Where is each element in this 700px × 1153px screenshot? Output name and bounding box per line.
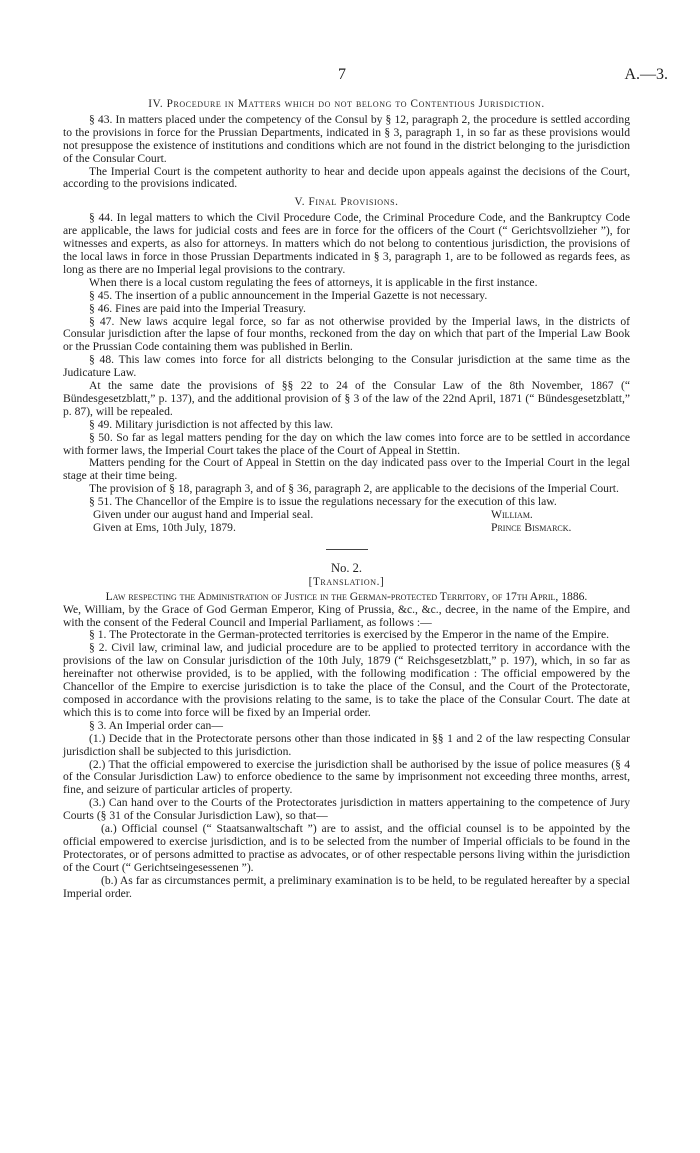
signature-given-lines [93, 509, 313, 535]
paragraph: The Imperial Court is the competent authority to hear and decide upon appeals against the decisions of the Court, according to the provisions indicated. [63, 164, 630, 191]
paragraph: § 46. Fines are paid into the Imperial Treasury. [89, 301, 306, 315]
page-number: 7 [338, 66, 346, 83]
paragraph: § 49. Military jurisdiction is not affected by this law. [89, 417, 334, 431]
section-iv-heading: IV. Procedure in Matters which do not belong to Contentious Jurisdiction. [148, 98, 545, 110]
paragraph: (b.) As far as circumstances permit, a preliminary examination is to be held, to be regulated hereafter by a special Imperial order. [63, 873, 630, 900]
paragraph: The provision of § 18, paragraph 3, and of § 36, paragraph 2, are applicable to the decisions of the Imperial Court. [89, 482, 619, 496]
translation-label: [Translation.] [308, 575, 385, 588]
paragraph: § 48. This law comes into force for all districts belonging to the Consular jurisdiction at the same time as the Judicature Law. [63, 353, 630, 380]
paragraph: § 44. In legal matters to which the Civil Procedure Code, the Criminal Procedure Code, and the Bankruptcy Code are applicable, the laws for judicial costs and fees are in force for the officers of the Court (“ Gerichtsvollzieher ”), for witnesses and experts, as also for attorneys. In matters which do not belong to contentious jurisdiction, the provisions of the local laws in force in those Prussian Departments indicated in § 3, paragraph 1, are to be followed as regards fees, as long as there are no Imperial legal provisions to the contrary. [63, 211, 630, 276]
paragraph: (a.) Official counsel (“ Staatsanwaltschaft ”) are to assist, and the official counsel is to be appointed by the official empowered to exercise jurisdiction, and is to be selected from the number of Imperial officials to be found in the Protectorates, or of persons admitted to practise as advocates, or of other respectable persons living within the jurisdiction of the Court (“ Gerichtseingesessenen ”). [63, 822, 630, 874]
section-v-heading: V. Final Provisions. [294, 196, 399, 209]
law-title: Law respecting the Administration of Justice in the German-protected Territory, of 17th April, 1886. [105, 589, 588, 603]
signature-block [63, 509, 630, 535]
given-at-place: Given at Ems, 10th July, 1879. [93, 521, 236, 534]
paragraph: When there is a local custom regulating the fees of attorneys, it is applicable in the first instance. [89, 275, 538, 289]
paragraph: § 50. So far as legal matters pending for the day on which the law comes into force are to be settled in accordance with former laws, the Imperial Court takes the place of the Court of Appeal in Stettin. [63, 430, 630, 457]
paragraph: § 3. An Imperial order can— [89, 718, 223, 732]
paragraph: § 51. The Chancellor of the Empire is to issue the regulations necessary for the execution of this law. [89, 495, 557, 509]
signer-bismarck: Prince Bismarck. [491, 521, 572, 534]
signatories [491, 509, 606, 535]
preamble: We, William, by the Grace of God German Emperor, King of Prussia, &c., &c., decree, in the name of the Empire, and with the consent of the Federal Council and Imperial Parliament, as follows :— [63, 602, 630, 629]
paragraph: (2.) That the official empowered to exercise the jurisdiction shall be authorised by the issue of police measures (§ 4 of the Consular Jurisdiction Law) to enforce obedience to the same by imprisonment not exceeding three months, arrest, fine, and seizure of particular articles of property. [63, 757, 630, 797]
paragraph: (3.) Can hand over to the Courts of the Protectorates jurisdiction in matters appertaining to the competence of Jury Courts (§ 31 of the Consular Jurisdiction Law), so that— [63, 796, 630, 823]
paragraph: § 47. New laws acquire legal force, so far as not otherwise provided by the Imperial laws, in the districts of Consular jurisdiction after the lapse of four months, reckoned from the day on which that part of the Imperial Law Book or the Prussian Code containing them was published in Berlin. [63, 314, 630, 354]
document-number: No. 2. [331, 560, 362, 575]
paragraph: § 45. The insertion of a public announcement in the Imperial Gazette is not necessary. [89, 288, 488, 302]
paragraph: § 43. In matters placed under the competency of the Consul by § 12, paragraph 2, the procedure is settled according to the provisions in force for the Prussian Departments, indicated in § 3, paragraph 1, in so far as these provisions would not presuppose the existence of institutions and conditions which are not found in the district belonging to the jurisdiction of the Consular Court. [63, 112, 630, 165]
paragraph: At the same date the provisions of §§ 22 to 24 of the Consular Law of the 8th November, 1867 (“ Bündesgesetzblatt,” p. 137), and the additional provision of § 3 of the law of the 22nd April, 1871 (“ Bündesgesetzblatt,” p. 87), will be repealed. [63, 379, 630, 418]
paragraph: § 1. The Protectorate in the German-protected territories is exercised by the Emperor in the name of the Empire. [89, 628, 610, 642]
paragraph: § 2. Civil law, criminal law, and judicial procedure are to be applied to protected territory in accordance with the provisions of the law on Consular jurisdiction of the 10th July, 1879 (“ Reichsgesetzblatt,” p. 197), which, in so far as hereinafter not otherwise provided, is to be applied, with the following modification : The official empowered by the Chancellor of the Empire to exercise jurisdiction is to take the place of the Consul, and the Court of the Protectorate, composed in accordance with the provisions relating to the same, is to take the place of the Consular Court. The date at which this is to come into force will be fixed by an Imperial order. [63, 641, 630, 719]
section-divider [326, 549, 368, 550]
signer-william: William. [491, 508, 533, 522]
page-reference: A.—3. [624, 66, 668, 83]
page-body [63, 97, 630, 900]
paragraph: Matters pending for the Court of Appeal in Stettin on the day indicated pass over to the Imperial Court in the legal stage at their time being. [63, 456, 630, 483]
paragraph: (1.) Decide that in the Protectorate persons other than those indicated in §§ 1 and 2 of the law respecting Consular jurisdiction shall be subjected to this jurisdiction. [63, 731, 630, 758]
given-under-seal: Given under our august hand and Imperial seal. [93, 508, 314, 522]
